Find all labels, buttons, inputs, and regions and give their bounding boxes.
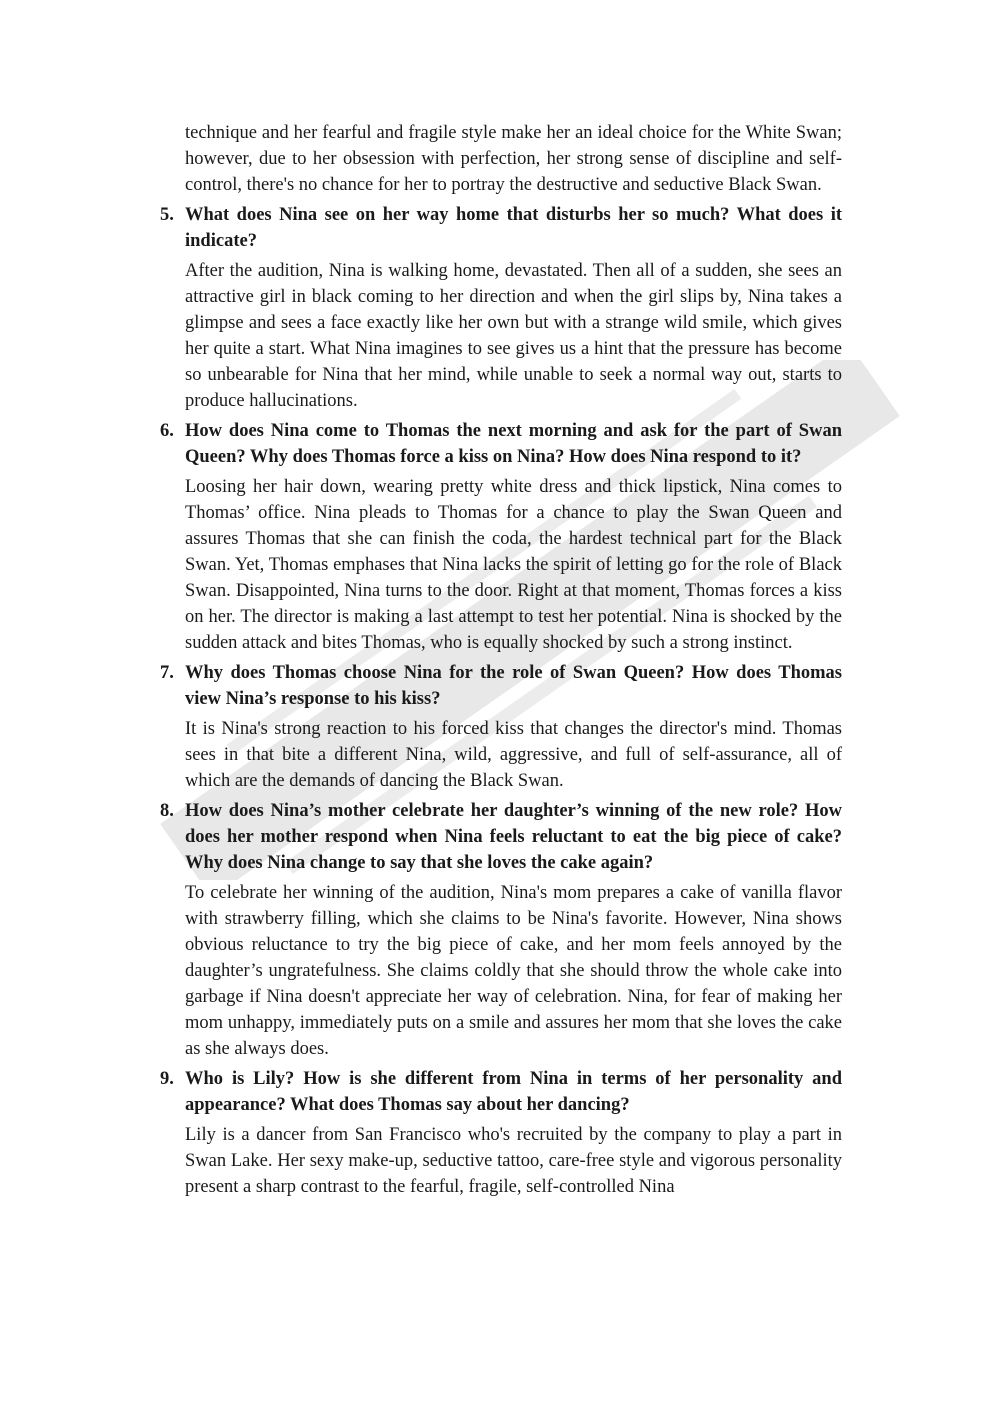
- answer-paragraph: After the audition, Nina is walking home, devastated. Then all of a sudden, she sees an attractive girl in black coming to her direction and when the girl slips by, Nina takes a glimpse and sees a face exactly like her own but with a strange wild smile, which gives her quite a start. What Nina imagines to see gives us a hint that the pressure has become so unbearable for Nina that her mind, while unable to seek a normal way out, starts to produce hallucinations.: [185, 261, 842, 411]
- question-block-5: [160, 202, 842, 414]
- question-number: 9.: [160, 1069, 174, 1089]
- question-heading: [160, 660, 842, 712]
- question-number: 5.: [160, 205, 174, 225]
- question-text: Why does Thomas choose Nina for the role of Swan Queen? How does Thomas view Nina’s response to his kiss?: [185, 663, 842, 709]
- question-heading: [160, 1066, 842, 1118]
- answer-paragraph: Lily is a dancer from San Francisco who's recruited by the company to play a part in Swan Lake. Her sexy make-up, seductive tattoo, care-free style and vigorous personality present a sharp contrast to the fearful, fragile, self-controlled Nina: [185, 1125, 842, 1197]
- answer-paragraph: Loosing her hair down, wearing pretty white dress and thick lipstick, Nina comes to Thomas’ office. Nina pleads to Thomas for a chance to play the Swan Queen and assures Thomas that she can finish the coda, the hardest technical part for the Black Swan. Yet, Thomas emphases that Nina lacks the spirit of letting go for the role of Black Swan. Disappointed, Nina turns to the door. Right at that moment, Thomas forces a kiss on her. The director is making a last attempt to test her potential. Nina is shocked by the sudden attack and bites Thomas, who is equally shocked by such a strong instinct.: [185, 477, 842, 653]
- answer-paragraph: To celebrate her winning of the audition, Nina's mom prepares a cake of vanilla flavor with strawberry filling, which she claims to be Nina's favorite. However, Nina shows obvious reluctance to try the big piece of cake, and her mom feels annoyed by the daughter’s ungratefulness. She claims coldly that she should throw the whole cake into garbage if Nina doesn't appreciate her way of celebration. Nina, for fear of making her mom unhappy, immediately puts on a smile and assures her mom that she loves the cake as she always does.: [185, 883, 842, 1059]
- question-text: How does Nina come to Thomas the next morning and ask for the part of Swan Queen? Why does Thomas force a kiss on Nina? How does Nina respond to it?: [185, 421, 842, 467]
- question-block-6: [160, 418, 842, 656]
- intro-paragraph: technique and her fearful and fragile style make her an ideal choice for the White Swan; however, due to her obsession with perfection, her strong sense of discipline and self-control, there's no chance for her to portray the destructive and seductive Black Swan.: [185, 123, 842, 195]
- question-heading: [160, 202, 842, 254]
- content-column: [160, 120, 842, 1200]
- question-heading: [160, 798, 842, 876]
- question-block-8: [160, 798, 842, 1062]
- answer-paragraph: It is Nina's strong reaction to his forced kiss that changes the director's mind. Thomas sees in that bite a different Nina, wild, aggressive, and full of self-assurance, all of which are the demands of dancing the Black Swan.: [185, 719, 842, 791]
- question-number: 8.: [160, 801, 174, 821]
- question-block-7: [160, 660, 842, 794]
- question-number: 7.: [160, 663, 174, 683]
- question-heading: [160, 418, 842, 470]
- question-number: 6.: [160, 421, 174, 441]
- question-text: Who is Lily? How is she different from Nina in terms of her personality and appearance? What does Thomas say about her dancing?: [185, 1069, 842, 1115]
- question-block-9: [160, 1066, 842, 1200]
- question-text: What does Nina see on her way home that disturbs her so much? What does it indicate?: [185, 205, 842, 251]
- question-text: How does Nina’s mother celebrate her daughter’s winning of the new role? How does her mother respond when Nina feels reluctant to eat the big piece of cake? Why does Nina change to say that she loves the cake again?: [185, 801, 842, 873]
